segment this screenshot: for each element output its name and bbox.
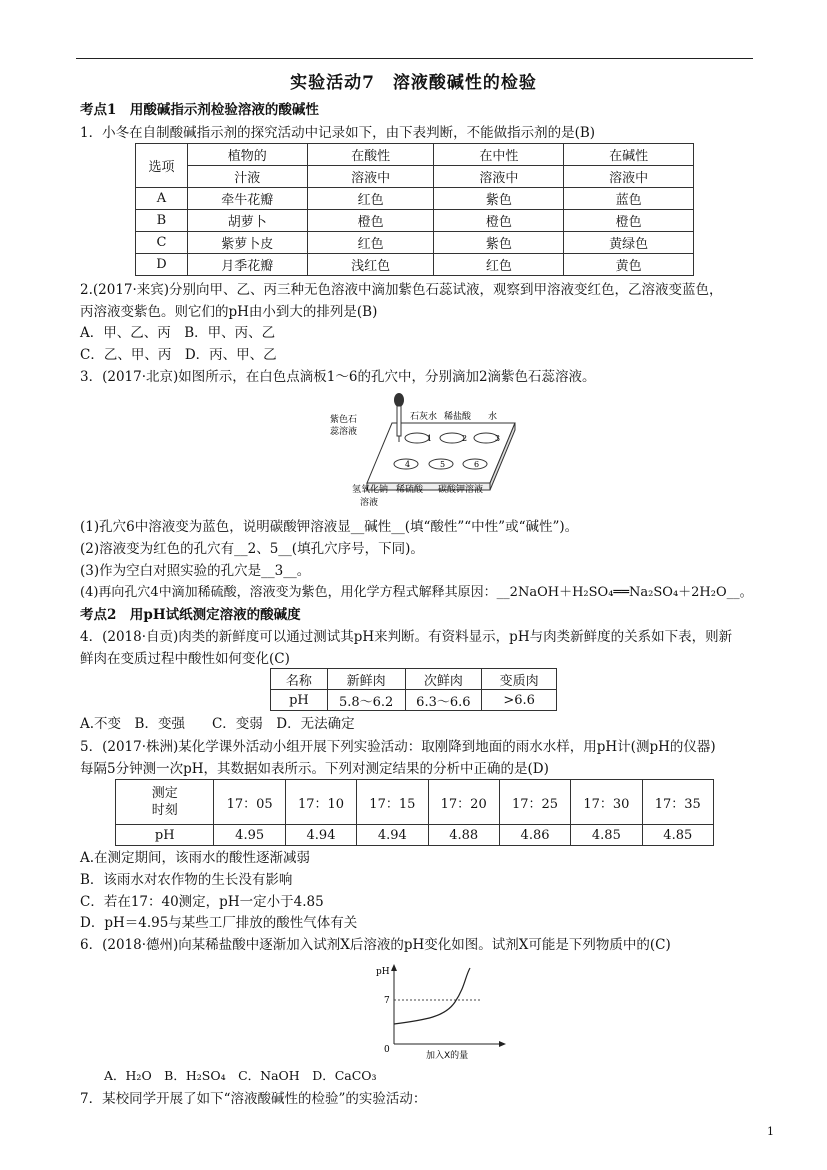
table-cell: 红色 xyxy=(307,232,434,254)
question-7: 7．某校同学开展了如下“溶液酸碱性的检验”的实验活动： xyxy=(80,1091,427,1107)
table-cell: 橙色 xyxy=(434,210,564,232)
table-cell: 紫色 xyxy=(434,188,564,210)
question-5-line-1: 5．(2017·株洲)某化学课外活动小组开展下列实验活动：取刚降到地面的雨水水样，用pH计(测pH的仪器) xyxy=(80,739,716,755)
header-text: 时刻 xyxy=(151,803,178,818)
table-header-cell: 溶液中 xyxy=(434,166,564,188)
question-4-line-1: 4．(2018·自贡)肉类的新鲜度可以通过测试其pH来判断。有资料显示，pH与肉类新鲜度的关系如下表，则新 xyxy=(80,629,733,645)
table-cell: 月季花瓣 xyxy=(187,254,307,276)
question-5-line-2: 每隔5分钟测一次pH，其数据如表所示。下列对测定结果的分析中正确的是(D) xyxy=(80,761,549,777)
table-cell: 4.85 xyxy=(571,825,642,846)
origin-label: 0 xyxy=(384,1045,390,1055)
table-cell: 变质肉 xyxy=(482,669,557,690)
table-cell: C xyxy=(136,232,188,254)
rain-ph-table xyxy=(115,779,714,846)
section-heading-1: 考点1 用酸碱指示剂检验溶液的酸碱性 xyxy=(80,102,319,118)
header-text: 测定 xyxy=(151,786,178,801)
question-2-line-2: 丙溶液变紫色。则它们的pH由小到大的排列是(B) xyxy=(80,304,378,320)
table-cell: 橙色 xyxy=(564,210,694,232)
question-6: 6．(2018·德州)向某稀盐酸中逐渐加入试剂X后溶液的pH变化如图。试剂X可能是下列物质中的(C) xyxy=(80,937,671,953)
question-4-line-2: 鲜肉在变质过程中酸性如何变化(C) xyxy=(80,651,290,667)
table-cell: 4.86 xyxy=(499,825,570,846)
table-header-cell: 溶液中 xyxy=(564,166,694,188)
question-5-option-d: D．pH＝4.95与某些工厂排放的酸性气体有关 xyxy=(80,915,358,931)
table-cell: pH xyxy=(116,825,214,846)
table-cell: 名称 xyxy=(271,669,328,690)
fig3-top-label: 石灰水 xyxy=(410,412,438,422)
question-6-options: A．H₂O B．H₂SO₄ C．NaOH D．CaCO₃ xyxy=(104,1068,377,1083)
table-row xyxy=(136,254,694,276)
question-5-option-c: C．若在17：40测定，pH一定小于4.85 xyxy=(80,894,324,910)
fig3-bottom-label: 碳酸钾溶液 xyxy=(438,485,484,495)
fig3-well-number: 1 xyxy=(427,434,433,443)
table-cell: 蓝色 xyxy=(564,188,694,210)
question-2-options-2: C．乙、甲、丙 D．丙、甲、乙 xyxy=(80,347,277,363)
fig3-top-label: 稀盐酸 xyxy=(444,412,472,422)
question-4-options: A.不变 B．变强 C．变弱 D．无法确定 xyxy=(80,716,355,732)
spot-plate-figure xyxy=(330,390,520,508)
fig3-well-number: 6 xyxy=(474,460,480,469)
question-2-options-1: A．甲、乙、丙 B．甲、丙、乙 xyxy=(80,325,276,341)
header-rule xyxy=(76,58,753,59)
table-cell: 17：05 xyxy=(214,780,285,825)
question-2-line-1: 2.(2017·来宾)分别向甲、乙、丙三种无色溶液中滴加紫色石蕊试液，观察到甲溶液变红色，乙溶液变蓝色， xyxy=(80,282,723,298)
fig3-bottom-label-2: 溶液 xyxy=(360,498,379,508)
table-row xyxy=(136,188,694,210)
table-cell: 浅红色 xyxy=(307,254,434,276)
table-header-cell xyxy=(116,780,214,825)
table-cell: 17：10 xyxy=(285,780,356,825)
table-cell: 4.88 xyxy=(428,825,499,846)
question-5-option-b: B．该雨水对农作物的生长没有影响 xyxy=(80,872,293,888)
fig3-well-number: 5 xyxy=(440,460,446,469)
table-header-cell: 溶液中 xyxy=(307,166,434,188)
table-cell: 新鲜肉 xyxy=(327,669,405,690)
table-cell: 胡萝卜 xyxy=(187,210,307,232)
table-cell: 次鲜肉 xyxy=(405,669,482,690)
fig3-bottom-label: 氢氧化钠 xyxy=(352,485,389,495)
fig3-bottom-label: 稀硫酸 xyxy=(396,485,424,495)
table-row xyxy=(271,669,557,690)
question-5-option-a: A.在测定期间，该雨水的酸性逐渐减弱 xyxy=(80,850,311,866)
table-header-cell: 在中性 xyxy=(434,144,564,166)
table-header-cell: 植物的 xyxy=(187,144,307,166)
question-3-part-3: (3)作为空白对照实验的孔穴是__3__。 xyxy=(80,563,311,579)
fig3-well-number: 2 xyxy=(462,434,468,443)
table-cell: 4.85 xyxy=(642,825,713,846)
table-row xyxy=(116,825,714,846)
table-cell: 紫萝卜皮 xyxy=(187,232,307,254)
table-row xyxy=(136,210,694,232)
table-cell: pH xyxy=(271,690,328,711)
table-cell: 17：25 xyxy=(499,780,570,825)
question-3-part-1: (1)孔穴6中溶液变为蓝色，说明碳酸钾溶液显__碱性__(填“酸性”“中性”或“碱性”)。 xyxy=(80,519,579,535)
table-cell: B xyxy=(136,210,188,232)
table-row xyxy=(136,232,694,254)
page-number: 1 xyxy=(767,1125,774,1138)
fig3-well-number: 3 xyxy=(495,434,501,443)
table-header-cell: 汁液 xyxy=(187,166,307,188)
fig3-left-label-1: 紫色石 xyxy=(330,415,358,425)
x-axis-label: 加入X的量 xyxy=(426,1051,469,1061)
table-cell: 17：20 xyxy=(428,780,499,825)
table-row xyxy=(271,690,557,711)
fig3-left-label-2: 蕊溶液 xyxy=(330,427,358,437)
y-tick-7: 7 xyxy=(384,996,390,1006)
table-cell: 17：15 xyxy=(357,780,428,825)
table-cell: D xyxy=(136,254,188,276)
table-cell: A xyxy=(136,188,188,210)
table-cell: 4.94 xyxy=(357,825,428,846)
table-cell: 17：30 xyxy=(571,780,642,825)
fig3-well-number: 4 xyxy=(405,460,411,469)
question-1: 1．小冬在自制酸碱指示剂的探究活动中记录如下，由下表判断，不能做指示剂的是(B) xyxy=(80,125,596,141)
table-cell: 6.3～6.6 xyxy=(405,690,482,711)
table-cell: 橙色 xyxy=(307,210,434,232)
section-heading-2: 考点2 用pH试纸测定溶液的酸碱度 xyxy=(80,607,301,623)
table-cell: 牵牛花瓣 xyxy=(187,188,307,210)
question-3-part-2: (2)溶液变为红色的孔穴有__2、5__(填孔穴序号，下同)。 xyxy=(80,541,424,557)
table-cell: 4.94 xyxy=(285,825,356,846)
table-header-cell: 在碱性 xyxy=(564,144,694,166)
table-cell: 4.95 xyxy=(214,825,285,846)
table-cell: 红色 xyxy=(307,188,434,210)
ph-curve-figure xyxy=(370,962,510,1062)
page-title: 实验活动7 溶液酸碱性的检验 xyxy=(290,73,537,93)
table-cell: 黄色 xyxy=(564,254,694,276)
table-cell: 黄绿色 xyxy=(564,232,694,254)
table-header-cell: 在酸性 xyxy=(307,144,434,166)
meat-ph-table xyxy=(270,668,557,711)
question-3-part-4: (4)再向孔穴4中滴加稀硫酸，溶液变为紫色，用化学方程式解释其原因：__2NaOH＋H₂SO₄══Na₂SO₄＋2H₂O__。 xyxy=(80,585,753,600)
table-cell: >6.6 xyxy=(482,690,557,711)
table-cell: 紫色 xyxy=(434,232,564,254)
table-header-cell: 选项 xyxy=(136,144,188,188)
table-cell: 17：35 xyxy=(642,780,713,825)
y-axis-label: pH xyxy=(376,967,390,977)
table-cell: 5.8～6.2 xyxy=(327,690,405,711)
question-3: 3．(2017·北京)如图所示，在白色点滴板1～6的孔穴中，分别滴加2滴紫色石蕊溶液。 xyxy=(80,369,596,385)
indicator-table xyxy=(135,143,694,276)
fig3-top-label: 水 xyxy=(488,412,498,422)
table-cell: 红色 xyxy=(434,254,564,276)
